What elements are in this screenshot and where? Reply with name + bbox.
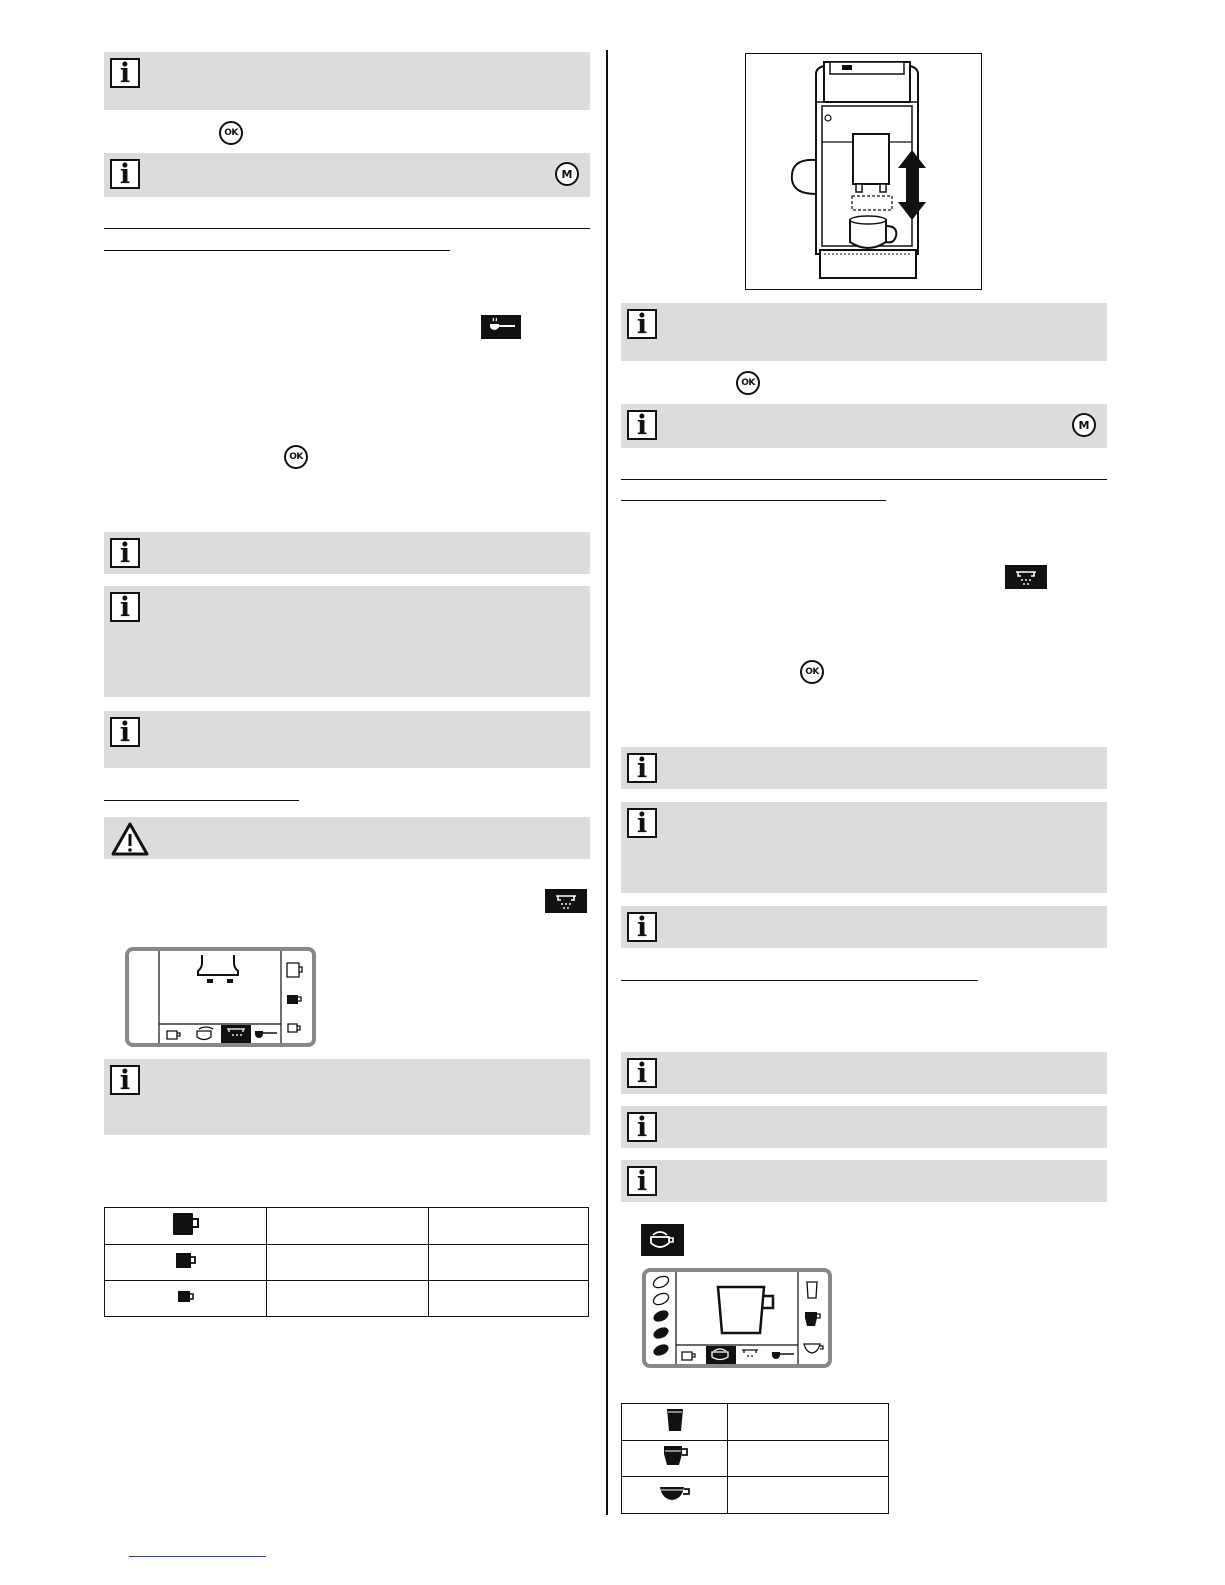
machine-display-hot-water (125, 947, 316, 1047)
info-note-11 (621, 906, 1107, 948)
small-cup-icon (173, 1287, 199, 1305)
table-row (622, 1441, 889, 1477)
table-cell (267, 1281, 429, 1317)
section-heading-underline (621, 980, 978, 981)
section-rule (621, 479, 1107, 480)
info-icon: i (110, 1065, 140, 1095)
hot-water-icon (545, 889, 587, 913)
info-note-3 (104, 532, 590, 574)
info-note-9 (621, 747, 1107, 789)
table-cell (429, 1245, 589, 1281)
section-heading-underline (621, 500, 886, 501)
info-note-7 (621, 303, 1107, 361)
cup-type-table (621, 1403, 889, 1514)
info-icon: i (110, 58, 140, 88)
warning-icon (110, 821, 150, 857)
cup-size-table (104, 1207, 589, 1317)
info-icon: i (627, 753, 657, 783)
table-cell (267, 1245, 429, 1281)
ok-button-icon: OK (736, 371, 760, 395)
steam-icon (481, 315, 521, 339)
medium-cup-icon (171, 1249, 201, 1271)
info-note-4 (104, 586, 590, 697)
info-icon: i (627, 912, 657, 942)
table-cell (728, 1477, 889, 1514)
machine-illustration (745, 53, 982, 290)
info-icon: i (627, 1166, 657, 1196)
tall-cup-icon (661, 1406, 689, 1434)
machine-display-cappuccino (642, 1268, 832, 1368)
info-note-13 (621, 1106, 1107, 1148)
table-row (622, 1404, 889, 1441)
info-note-1 (104, 52, 590, 110)
table-cell (429, 1281, 589, 1317)
section-heading-underline (104, 800, 299, 801)
section-rule (104, 228, 590, 229)
hot-water-icon (1005, 565, 1047, 589)
cappuccino-icon (641, 1224, 684, 1256)
table-cell (267, 1208, 429, 1245)
info-icon: i (627, 1112, 657, 1142)
wide-cup-icon (656, 1482, 694, 1504)
info-icon: i (627, 309, 657, 339)
section-heading-underline (104, 250, 450, 251)
info-icon: i (627, 1058, 657, 1088)
ok-button-icon: OK (219, 121, 243, 145)
table-row (105, 1281, 589, 1317)
info-icon: i (110, 159, 140, 189)
ok-button-icon: OK (800, 660, 824, 684)
footer-link[interactable] (129, 1556, 266, 1557)
menu-button-icon: M (1072, 413, 1096, 437)
info-icon: i (627, 410, 657, 440)
info-note-14 (621, 1160, 1107, 1202)
info-icon: i (110, 592, 140, 622)
large-cup-icon (169, 1211, 203, 1237)
info-note-6 (104, 1059, 590, 1135)
table-cell (728, 1441, 889, 1477)
table-cell (429, 1208, 589, 1245)
info-note-2 (104, 153, 590, 197)
info-icon: i (627, 808, 657, 838)
info-icon: i (110, 538, 140, 568)
info-note-8 (621, 404, 1107, 448)
info-note-10 (621, 802, 1107, 893)
table-cell (728, 1404, 889, 1441)
table-row (105, 1208, 589, 1245)
mug-icon (659, 1443, 691, 1469)
info-note-5 (104, 711, 590, 768)
info-icon: i (110, 717, 140, 747)
warning-note (104, 817, 590, 859)
table-row (105, 1245, 589, 1281)
info-note-12 (621, 1052, 1107, 1094)
table-row (622, 1477, 889, 1514)
menu-button-icon: M (555, 162, 579, 186)
coffee-machine-outlet-height-illustration (746, 54, 980, 288)
column-divider (606, 50, 608, 1515)
ok-button-icon: OK (284, 445, 308, 469)
